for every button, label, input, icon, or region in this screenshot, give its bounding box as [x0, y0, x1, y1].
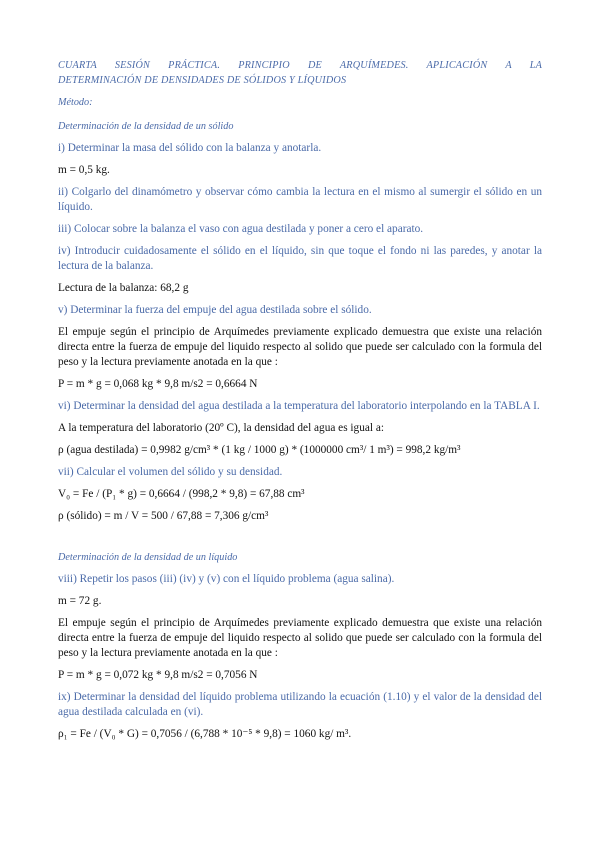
balance-reading: Lectura de la balanza: 68,2 g — [58, 282, 189, 294]
liquid-density-formula: ρ₁ = Fe / (V₀ * G) = 0,7056 / (6,788 * 10⁻⁵ * 9,8) = 1060 kg/ m³. — [58, 728, 352, 740]
method-label: Método: — [58, 97, 93, 108]
liquid-section-heading: Determinación de la densidad de un líquido — [58, 552, 238, 563]
step-7: vii) Calcular el volumen del sólido y su densidad. — [58, 466, 283, 478]
step-5: v) Determinar la fuerza del empuje del agua destilada sobre el sólido. — [58, 304, 372, 316]
solid-explanation: El empuje según el principio de Arquímedes previamente explicado demuestra que existe una relación directa entre la fuerza de empuje del liquido respecto al solido que puede ser calculado con la formula del peso y la lectura previamente anotada en la que : — [58, 326, 542, 368]
title-line-2: DETERMINACIÓN DE DENSIDADES DE SÓLIDOS Y LÍQUIDOS — [58, 75, 347, 86]
document-page — [58, 58, 542, 742]
document-title — [58, 58, 542, 88]
step-1: i) Determinar la masa del sólido con la balanza y anotarla. — [58, 142, 322, 154]
liquid-mass: m = 72 g. — [58, 595, 102, 607]
title-line-1: CUARTA SESIÓN PRÁCTICA. PRINCIPIO DE ARQUÍMEDES. APLICACIÓN A LA — [58, 60, 542, 71]
solid-section-heading: Determinación de la densidad de un sólido — [58, 121, 234, 132]
solid-push-formula: P = m * g = 0,068 kg * 9,8 m/s2 = 0,6664 N — [58, 378, 258, 390]
volume-formula: V₀ = Fe / (P₁ * g) = 0,6664 / (998,2 * 9,8) = 67,88 cm³ — [58, 488, 305, 500]
step-3: iii) Colocar sobre la balanza el vaso con agua destilada y poner a cero el aparato. — [58, 223, 424, 235]
solid-mass: m = 0,5 kg. — [58, 164, 110, 176]
step-9: ix) Determinar la densidad del líquido problema utilizando la ecuación (1.10) y el valor de la densidad del agua destilada calculada en (vi). — [58, 691, 542, 718]
solid-density-formula: ρ (sólido) = m / V = 500 / 67,88 = 7,306 g/cm³ — [58, 510, 269, 522]
step-8: viii) Repetir los pasos (iii) (iv) y (v) con el líquido problema (agua salina). — [58, 573, 395, 585]
step-6: vi) Determinar la densidad del agua destilada a la temperatura del laboratorio interpolando en la TABLA I. — [58, 400, 540, 412]
liquid-push-formula: P = m * g = 0,072 kg * 9,8 m/s2 = 0,7056 N — [58, 669, 258, 681]
water-density-formula: ρ (agua destilada) = 0,9982 g/cm³ * (1 kg / 1000 g) * (1000000 cm³/ 1 m³) = 998,2 kg/m³ — [58, 444, 461, 456]
step-2: ii) Colgarlo del dinamómetro y observar cómo cambia la lectura en el mismo al sumergir el sólido en un líquido. — [58, 186, 542, 213]
step-4: iv) Introducir cuidadosamente el sólido en el líquido, sin que toque el fondo ni las paredes, y anotar la lectura de la balanza. — [58, 245, 542, 272]
temperature-text: A la temperatura del laboratorio (20º C), la densidad del agua es igual a: — [58, 422, 384, 434]
liquid-explanation: El empuje según el principio de Arquímedes previamente explicado demuestra que existe una relación directa entre la fuerza de empuje del liquido respecto al solido que puede ser calculado con la formula del peso y la lectura previamente anotada en la que : — [58, 617, 542, 659]
